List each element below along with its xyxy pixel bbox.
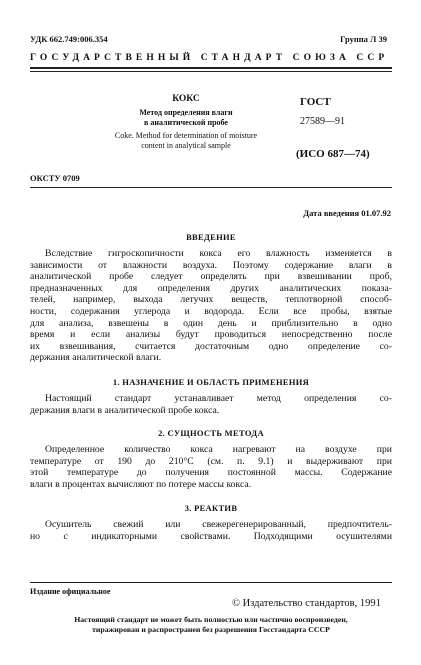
doc-title-main: КОКС <box>172 94 200 104</box>
intro-line: предназначенных для определения других аналитических показа- <box>30 282 392 294</box>
date-introduction: Дата введения 01.07.92 <box>303 208 391 218</box>
intro-line: зависимости от влажности воздуха. Поэтому содержание влаги в <box>30 259 392 271</box>
state-standard-banner: ГОСУДАРСТВЕННЫЙ СТАНДАРТ СОЮЗА ССР <box>30 53 389 63</box>
section-1-heading: 1. НАЗНАЧЕНИЕ И ОБЛАСТЬ ПРИМЕНЕНИЯ <box>112 377 310 387</box>
section-2-line: этой температуре до получения постоянной массы. Содержание <box>30 467 392 479</box>
top-rule-thin <box>30 71 392 72</box>
section-3-paragraph <box>30 519 392 542</box>
section-2-paragraph <box>30 444 392 490</box>
doc-title-ru-line1: Метод определения влаги <box>139 108 233 117</box>
section-2-heading: 2. СУЩНОСТЬ МЕТОДА <box>158 428 264 438</box>
intro-line: их взвешивания, считается достаточным одно определение со- <box>30 340 392 352</box>
iso-reference: (ИСО 687—74) <box>296 148 370 160</box>
section-3-line: но с индикаторными свойствами. Подходящими осушителями <box>30 530 392 542</box>
official-edition-label: Издание официальное <box>30 587 111 596</box>
footer-rule <box>30 582 392 583</box>
doc-title-ru <box>70 108 302 128</box>
section-1-line: держания влаги в аналитической пробе кокса. <box>30 404 220 416</box>
intro-paragraph <box>30 248 392 364</box>
section-2-line: температуре от 190 до 210°С (см. п. 9.1) и выдерживают при <box>30 455 392 467</box>
intro-line: аналитической пробе следует определять при взвешивании проб, <box>30 271 392 283</box>
section-3-line: Осушитель свежий или свежерегенерированный, предпочтитель- <box>45 519 392 530</box>
group-code: Группа Л 39 <box>340 34 387 44</box>
reproduction-notice-line1: Настоящий стандарт не может быть полностью или частично воспроизведен, <box>74 615 348 624</box>
section-1-paragraph <box>30 393 392 416</box>
udk-code: УДК 662.749:006.354 <box>30 34 108 44</box>
section-2-line: Определенное количество кокса нагревают на воздухе при <box>45 444 392 455</box>
doc-title-ru-line2: в аналитической пробе <box>144 118 228 127</box>
okstu-rule <box>30 187 392 188</box>
intro-line: для анализа, взвешены в один день и приблизительно в одно <box>30 317 392 329</box>
gost-number: 27589—91 <box>300 116 345 127</box>
top-rule-thick <box>30 67 392 69</box>
intro-heading: ВВЕДЕНИЕ <box>186 232 236 242</box>
doc-title-en <box>70 131 302 151</box>
intro-line: Вследствие гигроскопичности кокса его влажность изменяется в <box>45 248 392 259</box>
doc-title-en-line2: content in analytical sample <box>141 141 231 150</box>
intro-line: телей, например, выхода летучих веществ, теплотворной способ- <box>30 294 392 306</box>
intro-line: держания аналитической влаги. <box>30 352 162 364</box>
intro-line: время и если анализы будут проводиться непосредственно после <box>30 329 392 341</box>
intro-line: ности, содержания углерода и водорода. Если все пробы, взятые <box>30 305 392 317</box>
copyright-notice: © Издательство стандартов, 1991 <box>232 598 381 609</box>
reproduction-notice-line2: тиражирован и распространен без разрешения Госстандарта СССР <box>92 624 330 634</box>
gost-label: ГОСТ <box>300 96 331 108</box>
section-1-line: Настоящий стандарт устанавливает метод определения со- <box>45 393 392 404</box>
doc-title-en-line1: Coke. Method for determination of moisture <box>114 131 258 140</box>
okstu-code: ОКСТУ 0709 <box>30 173 80 183</box>
reproduction-notice <box>30 615 392 634</box>
section-3-heading: 3. РЕАКТИВ <box>184 503 238 513</box>
section-2-line: влаги в процентах вычисляют по потере массы кокса. <box>30 478 252 490</box>
